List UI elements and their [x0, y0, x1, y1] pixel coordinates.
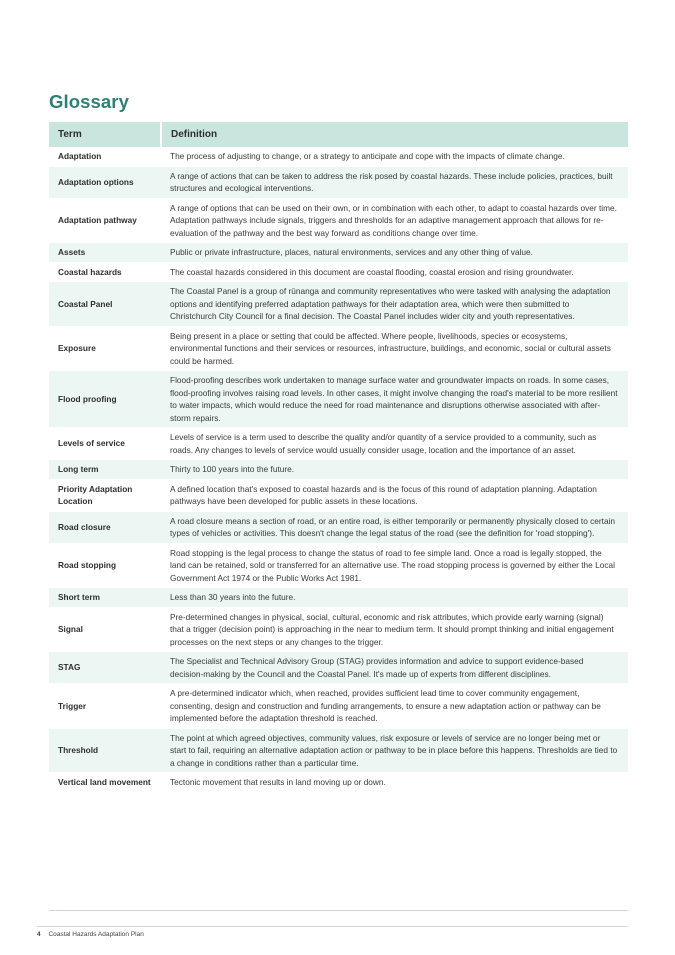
table-row [49, 684, 628, 729]
table-header-row [49, 122, 628, 147]
table-row [49, 326, 628, 371]
glossary-definition: Pre-determined changes in physical, social, cultural, economic and risk attributes, which provide early warning (signal) that a trigger (decision point) is approaching in the near to medium term. It should prompt thinking and initial engagement processes on the next steps or any changes to the trigger. [161, 607, 628, 652]
footer-divider [37, 926, 628, 927]
glossary-term: Levels of service [49, 428, 161, 460]
table-row [49, 243, 628, 263]
table-row [49, 428, 628, 460]
column-header-definition: Definition [161, 122, 628, 147]
table-row [49, 479, 628, 511]
glossary-definition: A defined location that's exposed to coastal hazards and is the focus of this round of adaptation planning. Adaptation pathways have been developed for public assets in these locations. [161, 479, 628, 511]
table-row [49, 371, 628, 428]
glossary-definition: Road stopping is the legal process to change the status of road to fee simple land. Once a road is legally stopped, the land can be retained, sold or transferred for an alternative use. The road stopping process is governed by either the Local Government Act 1974 or the Public Works Act 1981. [161, 543, 628, 588]
glossary-term: STAG [49, 652, 161, 684]
glossary-term: Road stopping [49, 543, 161, 588]
glossary-term: Exposure [49, 326, 161, 371]
table-row [49, 460, 628, 480]
glossary-definition: A range of actions that can be taken to address the risk posed by coastal hazards. These include policies, practices, built structures and ecological interventions. [161, 166, 628, 198]
table-row [49, 262, 628, 282]
glossary-term: Trigger [49, 684, 161, 729]
table-row [49, 511, 628, 543]
glossary-term: Adaptation [49, 147, 161, 166]
table-row [49, 652, 628, 684]
glossary-definition: Levels of service is a term used to describe the quality and/or quantity of a service provided to a community, such as roads. Any changes to levels of service would usually consider usage, location and the importance of an asset. [161, 428, 628, 460]
glossary-term: Signal [49, 607, 161, 652]
glossary-definition: The point at which agreed objectives, community values, risk exposure or levels of service are no longer being met or start to fail, requiring an alternative adaptation action or pathway to be in place before this happens. Thresholds are tied to a change in conditions rather than a particular time. [161, 728, 628, 773]
glossary-term: Short term [49, 588, 161, 608]
glossary-term: Road closure [49, 511, 161, 543]
glossary-term: Vertical land movement [49, 773, 161, 793]
page-number: 4 [37, 931, 41, 938]
glossary-term: Coastal Panel [49, 282, 161, 327]
table-row [49, 198, 628, 243]
table-row [49, 773, 628, 793]
glossary-definition: The Specialist and Technical Advisory Group (STAG) provides information and advice to support evidence-based decision-making by the Council and the Coastal Panel. It's made up of experts from different disciplines. [161, 652, 628, 684]
table-row [49, 147, 628, 166]
glossary-definition: A road closure means a section of road, or an entire road, is either temporarily or permanently physically closed to certain types of vehicles or activities. This doesn't change the legal status of the road (see the definition for 'road stopping'). [161, 511, 628, 543]
glossary-definition: The Coastal Panel is a group of rūnanga and community representatives who were tasked with analysing the adaptation options and identifying preferred adaptation pathways for their adaptation area, which were then submitted to Christchurch City Council for a final decision. The Coastal Panel includes wider city and youth representatives. [161, 282, 628, 327]
glossary-definition: The coastal hazards considered in this document are coastal flooding, coastal erosion and rising groundwater. [161, 262, 628, 282]
glossary-term: Adaptation pathway [49, 198, 161, 243]
glossary-definition: Being present in a place or setting that could be affected. Where people, livelihoods, species or ecosystems, environmental functions and their services or resources, infrastructure, buildings, and economic, social or cultural assets could be harmed. [161, 326, 628, 371]
glossary-term: Coastal hazards [49, 262, 161, 282]
table-row [49, 588, 628, 608]
table-bottom-rule [49, 910, 628, 911]
glossary-definition: Thirty to 100 years into the future. [161, 460, 628, 480]
glossary-definition: The process of adjusting to change, or a strategy to anticipate and cope with the impacts of climate change. [161, 147, 628, 166]
page-title: Glossary [49, 91, 129, 112]
glossary-term: Long term [49, 460, 161, 480]
table-row [49, 166, 628, 198]
table-row [49, 282, 628, 327]
glossary-definition: Less than 30 years into the future. [161, 588, 628, 608]
glossary-definition: A pre-determined indicator which, when reached, provides sufficient lead time to cover community engagement, consenting, design and construction and funding arrangements, to ensure a new adaptation action or pathway can be implemented before the adaptation threshold is reached. [161, 684, 628, 729]
glossary-term: Threshold [49, 728, 161, 773]
page-footer [37, 931, 144, 938]
glossary-definition: A range of options that can be used on their own, or in combination with each other, to adapt to coastal hazards over time. Adaptation pathways include signals, triggers and thresholds for an adaptive management approach that allows for re-evaluation of the pathway and the best way forward as conditions change over time. [161, 198, 628, 243]
table-row [49, 728, 628, 773]
table-row [49, 607, 628, 652]
glossary-table [49, 122, 628, 793]
document-title: Coastal Hazards Adaptation Plan [48, 931, 144, 938]
glossary-term: Priority Adaptation Location [49, 479, 161, 511]
glossary-term: Adaptation options [49, 166, 161, 198]
glossary-definition: Flood-proofing describes work undertaken to manage surface water and groundwater impacts on roads. In some cases, flood-proofing involves raising road levels. In other cases, it might involve changing the road's material to be more resilient to water impacts, which would reduce the need for road maintenance and disruptions otherwise associated with after-storm repairs. [161, 371, 628, 428]
glossary-definition: Public or private infrastructure, places, natural environments, services and any other thing of value. [161, 243, 628, 263]
column-header-term: Term [49, 122, 161, 147]
glossary-term: Assets [49, 243, 161, 263]
table-row [49, 543, 628, 588]
glossary-definition: Tectonic movement that results in land moving up or down. [161, 773, 628, 793]
glossary-body [49, 147, 628, 792]
glossary-term: Flood proofing [49, 371, 161, 428]
